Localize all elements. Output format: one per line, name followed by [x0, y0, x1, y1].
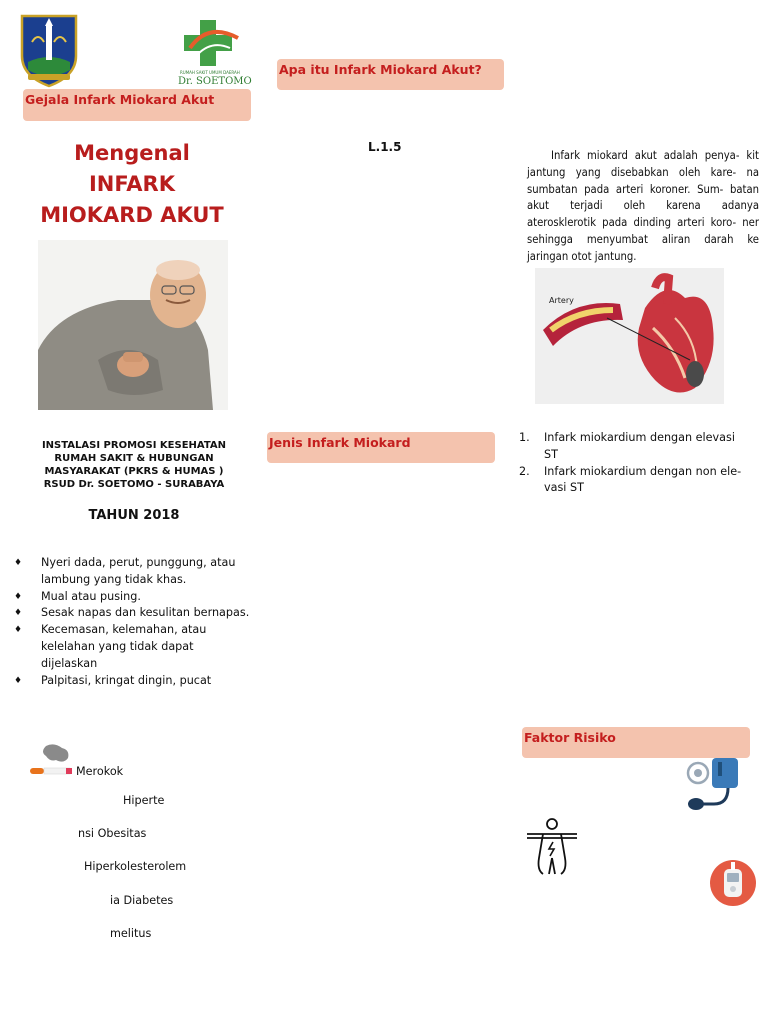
- gejala-item: [14, 673, 250, 690]
- faktor-heading: Faktor Risiko: [524, 730, 616, 745]
- gejala-item-text: Nyeri dada, perut, punggung, atau lambung yang tidak khas.: [41, 556, 236, 586]
- risk-item: nsi Obesitas: [78, 827, 147, 840]
- institution-line: INSTALASI PROMOSI KESEHATAN: [41, 440, 227, 451]
- bullet-icon: ♦: [14, 608, 23, 619]
- logo-small-text: RUMAH SAKIT UMUM DAERAH: [180, 70, 240, 75]
- jenis-item-number: 2.: [519, 464, 530, 478]
- jenis-heading-pill: [267, 432, 495, 463]
- rsud-soetomo-logo: [178, 18, 252, 90]
- faktor-heading-pill: [522, 727, 750, 758]
- jenis-item: [519, 430, 747, 464]
- heart-artery-image: [535, 268, 724, 404]
- artery-label: Artery: [549, 296, 574, 305]
- gejala-heading-pill: [23, 89, 251, 121]
- jenis-list: [519, 430, 747, 497]
- cover-title: [28, 138, 236, 231]
- institution-line: RUMAH SAKIT & HUBUNGAN: [54, 453, 214, 464]
- jenis-item-text: Infark miokardium dengan elevasi ST: [544, 431, 735, 461]
- institution-line: MASYARAKAT (PKRS & HUMAS ): [44, 466, 224, 477]
- gejala-item: [14, 622, 250, 672]
- jenis-item-text: Infark miokardium dengan non ele- vasi ST: [544, 464, 742, 495]
- title-line-1: Mengenal: [74, 141, 190, 165]
- apa-itu-heading: Apa itu Infark Miokard Akut?: [279, 62, 482, 77]
- jenis-heading: Jenis Infark Miokard: [269, 435, 411, 450]
- gejala-item: [14, 589, 250, 606]
- risk-item: melitus: [110, 927, 152, 940]
- jatim-emblem-logo: [18, 12, 80, 88]
- gejala-heading: Gejala Infark Miokard Akut: [25, 92, 215, 107]
- bullet-icon: ♦: [14, 591, 23, 602]
- gejala-item-text: Sesak napas dan kesulitan bernapas.: [41, 606, 250, 620]
- institution-block: [36, 439, 232, 491]
- chest-pain-man-image: [38, 240, 228, 410]
- year-label: TAHUN 2018: [88, 508, 180, 523]
- gejala-item-text: Kecemasan, kelemahan, atau kelelahan yang tidak dapat dijelaskan: [41, 623, 207, 670]
- title-line-3: MIOKARD AKUT: [40, 203, 224, 227]
- body-figure-icon: [525, 818, 579, 876]
- logo-name-text: Dr. SOETOMO: [178, 76, 252, 87]
- risk-item: Merokok: [76, 765, 124, 778]
- gejala-item: [14, 555, 250, 589]
- document-code: L.1.5: [368, 140, 402, 154]
- gejala-item-text: Palpitasi, kringat dingin, pucat: [41, 673, 212, 687]
- blood-pressure-icon: [684, 756, 742, 812]
- gejala-list: [14, 555, 250, 689]
- jenis-item-number: 1.: [519, 431, 530, 444]
- bullet-icon: ♦: [14, 675, 23, 686]
- cigarette-icon: [28, 742, 76, 778]
- gejala-item-text: Mual atau pusing.: [41, 589, 141, 603]
- institution-line: RSUD Dr. SOETOMO - SURABAYA: [43, 479, 225, 490]
- glucose-meter-icon: [709, 859, 757, 907]
- gejala-item: [14, 605, 250, 622]
- risk-item: Hiperkolesterolem: [84, 860, 187, 873]
- apa-itu-heading-pill: [277, 59, 504, 90]
- bullet-icon: ♦: [14, 625, 23, 636]
- definition-paragraph: Infark miokard akut adalah penya- kit jantung yang disebabkan oleh kare- na sumbatan pada arteri koroner. Sum- batan akut terjadi oleh karena adanya aterosklerotik pada dinding arteri koro- ner sehingga menyumbat aliran darah ke jaringan otot jantung.: [527, 149, 759, 263]
- title-line-2: INFARK: [88, 172, 176, 196]
- risk-item: Hiperte: [123, 794, 165, 807]
- jenis-item: [519, 464, 747, 498]
- risk-item: ia Diabetes: [110, 894, 174, 907]
- bullet-icon: ♦: [14, 558, 23, 568]
